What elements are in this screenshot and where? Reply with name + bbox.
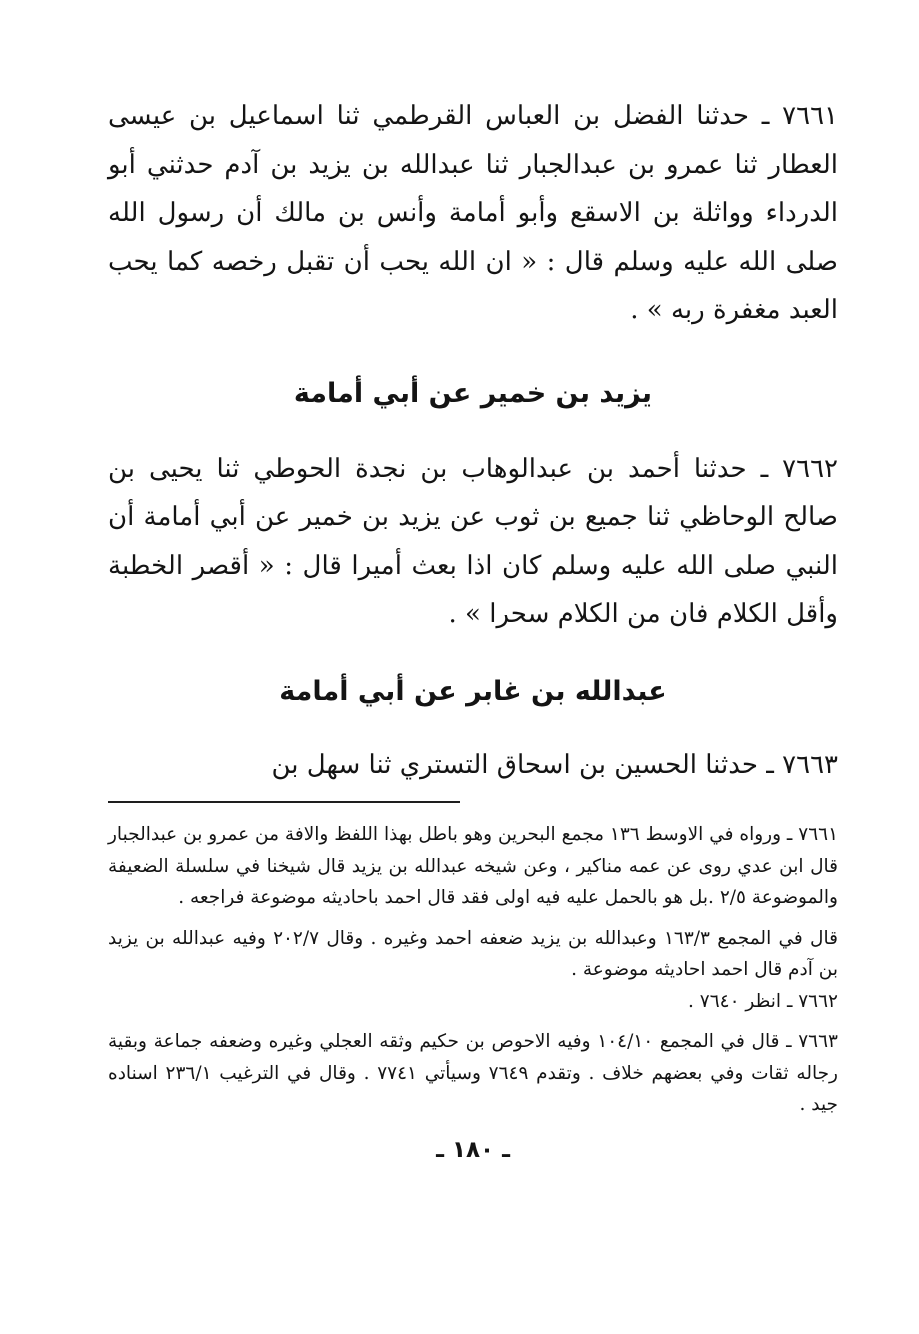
page-number: ـ ١٨٠ ـ	[436, 1136, 510, 1163]
footnotes	[108, 819, 838, 1121]
page-body	[108, 92, 838, 1163]
hadith-7663: ٧٦٦٣ ـ حدثنا الحسين بن اسحاق التستري ثنا سهل بن	[271, 749, 838, 780]
footnote-7661-continued: قال في المجمع ١٦٣/٣ وعبدالله بن يزيد ضعفه احمد وغيره . وقال ٢٠٢/٧ وفيه عبدالله بن يزيد بن آدم قال احمد احاديثه موضوعة .	[108, 927, 838, 980]
chapter-heading-abdullah-bin-ghabir: عبدالله بن غابر عن أبي أمامة	[279, 675, 667, 707]
footnote-divider	[108, 801, 460, 803]
chapter-heading-yazid-bin-khumayr: يزيد بن خمير عن أبي أمامة	[293, 377, 653, 409]
hadith-7661: ٧٦٦١ ـ حدثنا الفضل بن العباس القرطمي ثنا اسماعيل بن عيسى العطار ثنا عمرو بن عبدالجبار ثنا عبدالله بن يزيد بن آدم حدثني أبو الدرداء وواثلة بن الاسقع وأبو أمامة وأنس بن مالك أن رسول الله صلى الله عليه وسلم قال : « ان الله يحب أن تقبل رخصه كما يحب العبد مغفرة ربه » .	[108, 101, 838, 325]
footnote-7663: ٧٦٦٣ ـ قال في المجمع ١٠٤/١٠ وفيه الاحوص بن حكيم وثقه العجلي وغيره وضعفه جماعة وبقية رجاله ثقات وفي بعضهم خلاف . وتقدم ٧٦٤٩ وسيأتي ٧٧٤١ . وقال في الترغيب ٢٣٦/١ اسناده جيد .	[108, 1031, 838, 1115]
hadith-7662: ٧٦٦٢ ـ حدثنا أحمد بن عبدالوهاب بن نجدة الحوطي ثنا يحيى بن صالح الوحاظي ثنا جميع بن ثوب عن يزيد بن خمير عن أبي أمامة أن النبي صلى الله عليه وسلم كان اذا بعث أميرا قال : « أقصر الخطبة وأقل الكلام فان من الكلام سحرا » .	[108, 453, 838, 629]
footnote-7661: ٧٦٦١ ـ ورواه في الاوسط ١٣٦ مجمع البحرين وهو باطل بهذا اللفظ والافة من عمرو بن عبدالجبار قال ابن عدي روى عن عمه مناكير ، وعن شيخه عبدالله بن يزيد قال شيخنا في سلسلة الضعيفة والموضوعة ٢/٥ .بل هو بالحمل عليه فيه اولى فقد قال احمد باحاديثه موضوعة فراجعه .	[108, 824, 839, 908]
footnote-7662: ٧٦٦٢ ـ انظر ٧٦٤٠ .	[688, 990, 838, 1012]
